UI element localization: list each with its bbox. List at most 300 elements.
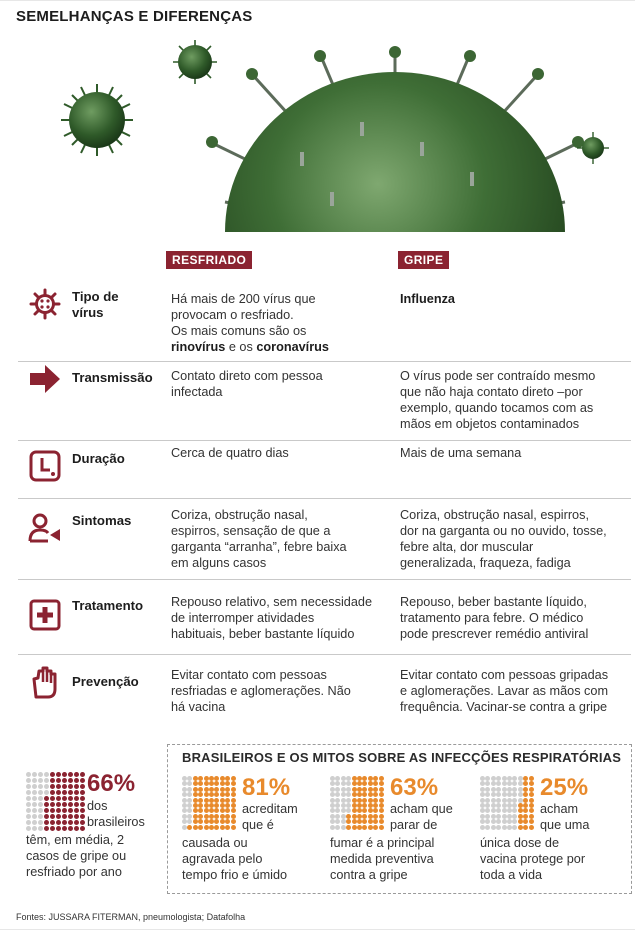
stat-main-line: resfriado por ano xyxy=(26,865,122,879)
grid-dot xyxy=(485,798,490,803)
grid-dot xyxy=(62,820,67,825)
grid-dot xyxy=(38,784,43,789)
grid-dot xyxy=(335,803,340,808)
grid-dot xyxy=(26,778,31,783)
grid-dot xyxy=(507,781,512,786)
grid-dot xyxy=(373,776,378,781)
grid-dot xyxy=(209,781,214,786)
grid-dot xyxy=(198,792,203,797)
grid-dot xyxy=(507,787,512,792)
grid-dot xyxy=(502,798,507,803)
grid-dot xyxy=(518,787,523,792)
grid-dot xyxy=(44,772,49,777)
grid-dot xyxy=(214,803,219,808)
grid-dot xyxy=(379,814,384,819)
grid-dot xyxy=(485,808,490,813)
grid-dot xyxy=(335,808,340,813)
stat-line: acreditam xyxy=(242,802,298,816)
grid-dot xyxy=(368,787,373,792)
grid-dot xyxy=(512,814,517,819)
grid-dot xyxy=(368,781,373,786)
grid-dot xyxy=(38,814,43,819)
grid-dot xyxy=(362,819,367,824)
grid-dot xyxy=(220,787,225,792)
grid-dot xyxy=(480,803,485,808)
grid-dot xyxy=(220,792,225,797)
grid-dot xyxy=(518,803,523,808)
grid-dot xyxy=(529,798,534,803)
grid-dot xyxy=(341,787,346,792)
grid-dot xyxy=(379,792,384,797)
grid-dot xyxy=(182,808,187,813)
grid-dot xyxy=(362,776,367,781)
grid-dot xyxy=(341,825,346,830)
grid-dot xyxy=(368,792,373,797)
small-virus-right xyxy=(577,132,609,164)
grid-dot xyxy=(62,778,67,783)
grid-dot xyxy=(507,814,512,819)
small-virus-top xyxy=(173,40,217,84)
grid-dot xyxy=(330,798,335,803)
grid-dot xyxy=(523,819,528,824)
grid-dot xyxy=(346,781,351,786)
grid-dot xyxy=(341,792,346,797)
grid-dot xyxy=(507,819,512,824)
grid-dot xyxy=(231,819,236,824)
grid-dot xyxy=(220,808,225,813)
grid-dot xyxy=(204,798,209,803)
grid-dot xyxy=(56,772,61,777)
grid-dot xyxy=(341,776,346,781)
grid-dot xyxy=(352,808,357,813)
grid-dot xyxy=(32,796,37,801)
grid-dot xyxy=(214,781,219,786)
grid-dot xyxy=(204,787,209,792)
grid-dot xyxy=(209,803,214,808)
grid-dot xyxy=(362,803,367,808)
grid-dot xyxy=(529,792,534,797)
grid-dot xyxy=(56,784,61,789)
grid-dot xyxy=(379,803,384,808)
grid-dot xyxy=(209,792,214,797)
grid-dot xyxy=(44,802,49,807)
grid-dot xyxy=(512,798,517,803)
grid-dot xyxy=(518,825,523,830)
grid-dot xyxy=(502,825,507,830)
grid-dot xyxy=(44,820,49,825)
grid-dot xyxy=(352,819,357,824)
grid-dot xyxy=(512,787,517,792)
grid-dot xyxy=(373,825,378,830)
myths-box-title: BRASILEIROS E OS MITOS SOBRE AS INFECÇÕES RESPIRATÓRIAS xyxy=(182,750,622,765)
grid-dot xyxy=(529,814,534,819)
grid-dot xyxy=(330,819,335,824)
grid-dot xyxy=(346,819,351,824)
grid-dot xyxy=(68,808,73,813)
grid-dot xyxy=(352,776,357,781)
grid-dot xyxy=(187,825,192,830)
grid-dot xyxy=(80,796,85,801)
grid-dot xyxy=(225,825,230,830)
grid-dot xyxy=(502,803,507,808)
grid-dot xyxy=(26,820,31,825)
stat-pct: 25% xyxy=(540,774,589,801)
grid-dot xyxy=(187,792,192,797)
grid-dot xyxy=(38,808,43,813)
grid-dot xyxy=(220,798,225,803)
grid-dot xyxy=(204,825,209,830)
page-title: SEMELHANÇAS E DIFERENÇAS xyxy=(16,8,253,25)
grid-dot xyxy=(480,825,485,830)
grid-dot xyxy=(38,772,43,777)
grid-dot xyxy=(225,808,230,813)
grid-dot xyxy=(518,814,523,819)
grid-dot xyxy=(346,787,351,792)
grid-dot xyxy=(193,792,198,797)
row-transmissao xyxy=(18,364,631,441)
grid-dot xyxy=(220,776,225,781)
grid-dot xyxy=(485,787,490,792)
row-label: Transmissão xyxy=(72,370,153,385)
grid-dot xyxy=(491,808,496,813)
grid-dot xyxy=(44,814,49,819)
grid-dot xyxy=(225,819,230,824)
stat-main-line: dos xyxy=(87,799,108,813)
grid-dot xyxy=(68,826,73,831)
grid-dot xyxy=(330,814,335,819)
row-prevencao xyxy=(18,657,631,735)
grid-dot xyxy=(368,814,373,819)
grid-dot xyxy=(26,808,31,813)
grid-dot xyxy=(26,814,31,819)
grid-dot xyxy=(68,814,73,819)
grid-dot xyxy=(529,787,534,792)
grid-dot xyxy=(68,802,73,807)
grid-dot xyxy=(204,803,209,808)
grid-dot xyxy=(50,790,55,795)
grid-dot xyxy=(491,781,496,786)
grid-dot xyxy=(74,772,79,777)
grid-dot xyxy=(220,819,225,824)
stat-line: vacina protege por xyxy=(480,852,586,866)
grid-dot xyxy=(523,825,528,830)
top-rule xyxy=(0,0,635,1)
grid-dot xyxy=(529,819,534,824)
grid-dot xyxy=(480,787,485,792)
grid-dot xyxy=(182,792,187,797)
small-virus-left xyxy=(61,84,133,156)
grid-dot xyxy=(198,808,203,813)
grid-dot xyxy=(341,819,346,824)
grid-dot xyxy=(62,772,67,777)
grid-dot xyxy=(32,802,37,807)
grid-dot xyxy=(357,792,362,797)
gripe-text: Mais de uma semana xyxy=(400,446,522,460)
grid-dot xyxy=(502,781,507,786)
grid-dot xyxy=(231,825,236,830)
grid-dot xyxy=(50,796,55,801)
dot-grid-66 xyxy=(26,772,86,832)
grid-dot xyxy=(182,776,187,781)
grid-dot xyxy=(198,776,203,781)
gripe-text: Repouso, beber bastante líquido, tratamento para febre. O médico pode prescrever remédio antiviral xyxy=(400,595,589,641)
grid-dot xyxy=(198,781,203,786)
grid-dot xyxy=(491,792,496,797)
grid-dot xyxy=(68,784,73,789)
grid-dot xyxy=(209,825,214,830)
grid-dot xyxy=(198,798,203,803)
grid-dot xyxy=(480,819,485,824)
grid-dot xyxy=(231,781,236,786)
grid-dot xyxy=(496,819,501,824)
grid-dot xyxy=(352,781,357,786)
row-label: Tratamento xyxy=(72,598,144,613)
grid-dot xyxy=(335,798,340,803)
grid-dot xyxy=(368,776,373,781)
grid-dot xyxy=(352,787,357,792)
grid-dot xyxy=(496,808,501,813)
virus-illustration xyxy=(0,32,635,232)
grid-dot xyxy=(50,826,55,831)
grid-dot xyxy=(518,819,523,824)
grid-dot xyxy=(231,792,236,797)
grid-dot xyxy=(507,825,512,830)
grid-dot xyxy=(496,803,501,808)
grid-dot xyxy=(502,819,507,824)
grid-dot xyxy=(368,819,373,824)
row-label: Tipo de vírus xyxy=(72,289,119,320)
stat-pct: 63% xyxy=(390,774,439,801)
row-tipo-de-virus xyxy=(18,283,631,362)
grid-dot xyxy=(80,820,85,825)
grid-dot xyxy=(193,819,198,824)
grid-dot xyxy=(80,790,85,795)
grid-dot xyxy=(32,772,37,777)
grid-dot xyxy=(198,825,203,830)
grid-dot xyxy=(362,781,367,786)
row-sintomas xyxy=(18,501,631,580)
grid-dot xyxy=(502,814,507,819)
grid-dot xyxy=(491,803,496,808)
grid-dot xyxy=(225,798,230,803)
grid-dot xyxy=(32,778,37,783)
footer-sources: Fontes: JUSSARA FITERMAN, pneumologista; Datafolha xyxy=(16,912,246,922)
grid-dot xyxy=(32,790,37,795)
grid-dot xyxy=(74,784,79,789)
grid-dot xyxy=(26,796,31,801)
grid-dot xyxy=(491,787,496,792)
grid-dot xyxy=(368,798,373,803)
grid-dot xyxy=(368,808,373,813)
grid-dot xyxy=(187,787,192,792)
grid-dot xyxy=(74,802,79,807)
grid-dot xyxy=(491,825,496,830)
row-label: Prevenção xyxy=(72,674,139,689)
grid-dot xyxy=(518,781,523,786)
grid-dot xyxy=(214,825,219,830)
grid-dot xyxy=(225,776,230,781)
grid-dot xyxy=(346,825,351,830)
grid-dot xyxy=(38,796,43,801)
grid-dot xyxy=(80,778,85,783)
stat-main-line: casos de gripe ou xyxy=(26,849,127,863)
grid-dot xyxy=(379,819,384,824)
grid-dot xyxy=(74,808,79,813)
stat-pct: 81% xyxy=(242,774,291,801)
grid-dot xyxy=(214,819,219,824)
stat-main-pct: 66% xyxy=(87,770,136,797)
resfriado-text: Há mais de 200 vírus que provocam o resfriado. Os mais comuns são os rinovírus e os coronavírus xyxy=(171,292,329,354)
grid-dot xyxy=(80,802,85,807)
grid-dot xyxy=(74,814,79,819)
grid-dot xyxy=(26,826,31,831)
grid-dot xyxy=(496,814,501,819)
grid-dot xyxy=(330,787,335,792)
grid-dot xyxy=(485,776,490,781)
grid-dot xyxy=(68,790,73,795)
grid-dot xyxy=(187,776,192,781)
row-duracao xyxy=(18,443,631,499)
stat-line: única dose de xyxy=(480,836,560,850)
grid-dot xyxy=(68,820,73,825)
grid-dot xyxy=(512,781,517,786)
grid-dot xyxy=(335,814,340,819)
grid-dot xyxy=(357,798,362,803)
grid-dot xyxy=(523,803,528,808)
dot-grid-63 xyxy=(330,776,384,830)
stat-line: tempo frio e úmido xyxy=(182,868,288,882)
grid-dot xyxy=(44,808,49,813)
gripe-text: Influenza xyxy=(400,292,455,306)
grid-dot xyxy=(32,784,37,789)
grid-dot xyxy=(56,796,61,801)
grid-dot xyxy=(32,826,37,831)
grid-dot xyxy=(523,798,528,803)
grid-dot xyxy=(341,781,346,786)
resfriado-text: Repouso relativo, sem necessidade de interromper atividades habituais, beber bastante líquido xyxy=(171,595,372,641)
grid-dot xyxy=(379,781,384,786)
grid-dot xyxy=(485,825,490,830)
grid-dot xyxy=(50,820,55,825)
grid-dot xyxy=(352,814,357,819)
grid-dot xyxy=(485,803,490,808)
grid-dot xyxy=(529,825,534,830)
grid-dot xyxy=(379,808,384,813)
grid-dot xyxy=(62,784,67,789)
grid-dot xyxy=(182,798,187,803)
grid-dot xyxy=(485,819,490,824)
grid-dot xyxy=(357,825,362,830)
grid-dot xyxy=(480,781,485,786)
grid-dot xyxy=(225,814,230,819)
resfriado-text: Coriza, obstrução nasal, espirros, sensação de que a garganta “arranha”, febre baixa em alguns casos xyxy=(171,508,347,570)
grid-dot xyxy=(44,796,49,801)
stat-main-line: têm, em média, 2 xyxy=(26,833,125,847)
row-label: Duração xyxy=(72,451,125,466)
grid-dot xyxy=(373,781,378,786)
grid-dot xyxy=(44,826,49,831)
resfriado-text: Cerca de quatro dias xyxy=(171,446,289,460)
grid-dot xyxy=(357,814,362,819)
grid-dot xyxy=(362,792,367,797)
grid-dot xyxy=(214,776,219,781)
grid-dot xyxy=(38,826,43,831)
grid-dot xyxy=(80,784,85,789)
grid-dot xyxy=(225,803,230,808)
grid-dot xyxy=(62,826,67,831)
clock-icon xyxy=(28,449,62,483)
grid-dot xyxy=(496,798,501,803)
grid-dot xyxy=(38,778,43,783)
grid-dot xyxy=(187,803,192,808)
stat-line: que é xyxy=(242,818,274,832)
grid-dot xyxy=(357,819,362,824)
grid-dot xyxy=(346,798,351,803)
grid-dot xyxy=(56,808,61,813)
grid-dot xyxy=(362,825,367,830)
grid-dot xyxy=(330,776,335,781)
grid-dot xyxy=(225,781,230,786)
grid-dot xyxy=(512,803,517,808)
badge-resfriado: RESFRIADO xyxy=(166,251,252,269)
grid-dot xyxy=(50,808,55,813)
grid-dot xyxy=(507,808,512,813)
grid-dot xyxy=(379,776,384,781)
grid-dot xyxy=(193,808,198,813)
grid-dot xyxy=(379,825,384,830)
grid-dot xyxy=(480,808,485,813)
grid-dot xyxy=(373,814,378,819)
row-tratamento xyxy=(18,582,631,655)
grid-dot xyxy=(56,814,61,819)
grid-dot xyxy=(74,826,79,831)
grid-dot xyxy=(209,808,214,813)
row-label: Sintomas xyxy=(72,513,132,528)
grid-dot xyxy=(204,776,209,781)
grid-dot xyxy=(26,772,31,777)
medical-cross-icon xyxy=(28,598,62,632)
grid-dot xyxy=(512,792,517,797)
grid-dot xyxy=(56,802,61,807)
grid-dot xyxy=(491,814,496,819)
grid-dot xyxy=(38,802,43,807)
grid-dot xyxy=(209,814,214,819)
grid-dot xyxy=(50,802,55,807)
grid-dot xyxy=(214,798,219,803)
grid-dot xyxy=(198,803,203,808)
grid-dot xyxy=(26,802,31,807)
grid-dot xyxy=(352,792,357,797)
grid-dot xyxy=(496,781,501,786)
grid-dot xyxy=(512,776,517,781)
gripe-text: O vírus pode ser contraído mesmo que não haja contato direto –por exemplo, quando tocamos com as mãos em objetos contaminados xyxy=(400,369,596,431)
grid-dot xyxy=(56,778,61,783)
grid-dot xyxy=(373,803,378,808)
grid-dot xyxy=(512,819,517,824)
grid-dot xyxy=(529,808,534,813)
stat-line: fumar é a principal xyxy=(330,836,435,850)
grid-dot xyxy=(523,808,528,813)
stat-main-line: brasileiros xyxy=(87,815,145,829)
grid-dot xyxy=(214,792,219,797)
stat-line: parar de xyxy=(390,818,438,832)
grid-dot xyxy=(346,776,351,781)
grid-dot xyxy=(74,820,79,825)
grid-dot xyxy=(62,814,67,819)
grid-dot xyxy=(80,814,85,819)
grid-dot xyxy=(182,825,187,830)
grid-dot xyxy=(44,784,49,789)
